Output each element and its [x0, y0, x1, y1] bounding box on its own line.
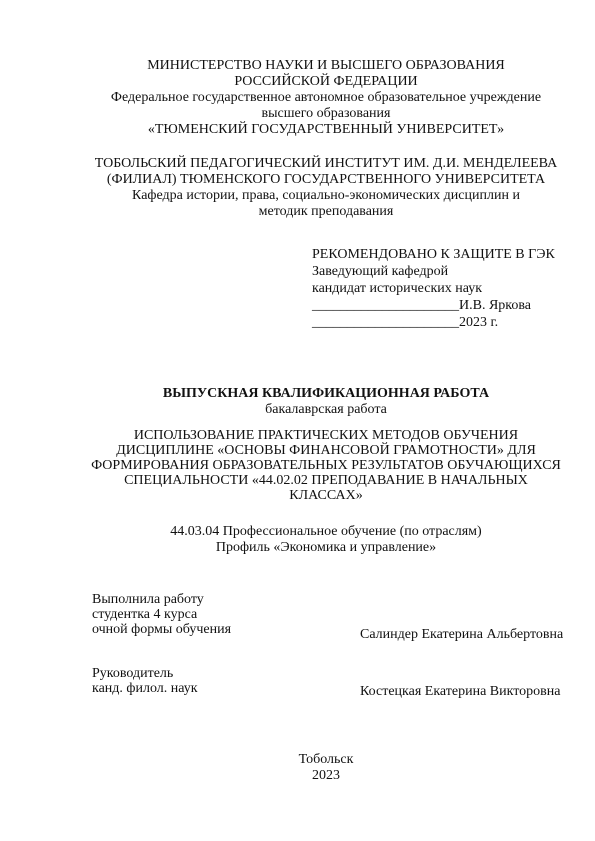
supervisor-labels: [92, 666, 198, 696]
performer-label1: Выполнила работу: [92, 592, 204, 607]
ministry-header: [0, 58, 595, 138]
approval-position: Заведующий кафедрой: [312, 264, 449, 279]
institute-name-line2: (ФИЛИАЛ) ТЮМЕНСКОГО ГОСУДАРСТВЕННОГО УНИВЕРСИТЕТА: [106, 172, 546, 187]
topic-line4: СПЕЦИАЛЬНОСТИ «44.02.02 ПРЕПОДАВАНИЕ В НАЧАЛЬНЫХ: [124, 473, 528, 488]
federation-name: РОССИЙСКОЙ ФЕДЕРАЦИИ: [234, 74, 418, 89]
year: 2023: [312, 768, 340, 783]
specialty-block: [0, 524, 595, 556]
department-line2: методик преподавания: [258, 204, 394, 219]
topic-line3: ФОРМИРОВАНИЯ ОБРАЗОВАТЕЛЬНЫХ РЕЗУЛЬТАТОВ ОБУЧАЮЩИХСЯ: [91, 458, 561, 473]
performer-label3: очной формы обучения: [92, 622, 232, 637]
approval-date-line: _____________________2023 г.: [312, 315, 499, 330]
footer: [0, 752, 595, 784]
student-name: Салиндер Екатерина Альбертовна: [360, 627, 564, 642]
specialty-profile: Профиль «Экономика и управление»: [215, 540, 437, 555]
approval-signature-line: _____________________И.В. Яркова: [312, 298, 532, 313]
performer-labels: [92, 592, 231, 637]
approval-heading: РЕКОМЕНДОВАНО К ЗАЩИТЕ В ГЭК: [312, 247, 555, 262]
institution-type-line2: высшего образования: [261, 106, 391, 121]
topic-line5: КЛАССАХ»: [289, 488, 363, 503]
specialty-code: 44.03.04 Профессиональное обучение (по отраслям): [170, 524, 482, 539]
supervisor-label1: Руководитель: [92, 666, 174, 681]
institute-header: [0, 156, 595, 220]
topic-line2: ДИСЦИПЛИНЕ «ОСНОВЫ ФИНАНСОВОЙ ГРАМОТНОСТИ» ДЛЯ: [116, 443, 536, 458]
institution-type-line1: Федеральное государственное автономное образовательное учреждение: [110, 90, 542, 105]
city: Тобольск: [298, 752, 354, 767]
work-subtitle: бакалаврская работа: [265, 402, 387, 417]
approval-block: [312, 246, 555, 331]
department-line1: Кафедра истории, права, социально-экономических дисциплин и: [132, 188, 520, 203]
supervisor-name: Костецкая Екатерина Викторовна: [360, 684, 561, 699]
work-type: [0, 386, 595, 418]
performer-label2: студентка 4 курса: [92, 607, 198, 622]
work-title: ВЫПУСКНАЯ КВАЛИФИКАЦИОННАЯ РАБОТА: [162, 386, 490, 401]
topic-line1: ИСПОЛЬЗОВАНИЕ ПРАКТИЧЕСКИХ МЕТОДОВ ОБУЧЕНИЯ: [133, 428, 519, 443]
supervisor-label2: канд. филол. наук: [92, 681, 198, 696]
university-name: «ТЮМЕНСКИЙ ГОСУДАРСТВЕННЫЙ УНИВЕРСИТЕТ»: [147, 122, 505, 137]
institute-name-line1: ТОБОЛЬСКИЙ ПЕДАГОГИЧЕСКИЙ ИНСТИТУТ ИМ. Д.И. МЕНДЕЛЕЕВА: [94, 156, 558, 171]
thesis-topic: [0, 428, 595, 503]
ministry-name: МИНИСТЕРСТВО НАУКИ И ВЫСШЕГО ОБРАЗОВАНИЯ: [147, 58, 505, 73]
approval-degree: кандидат исторических наук: [312, 281, 483, 296]
